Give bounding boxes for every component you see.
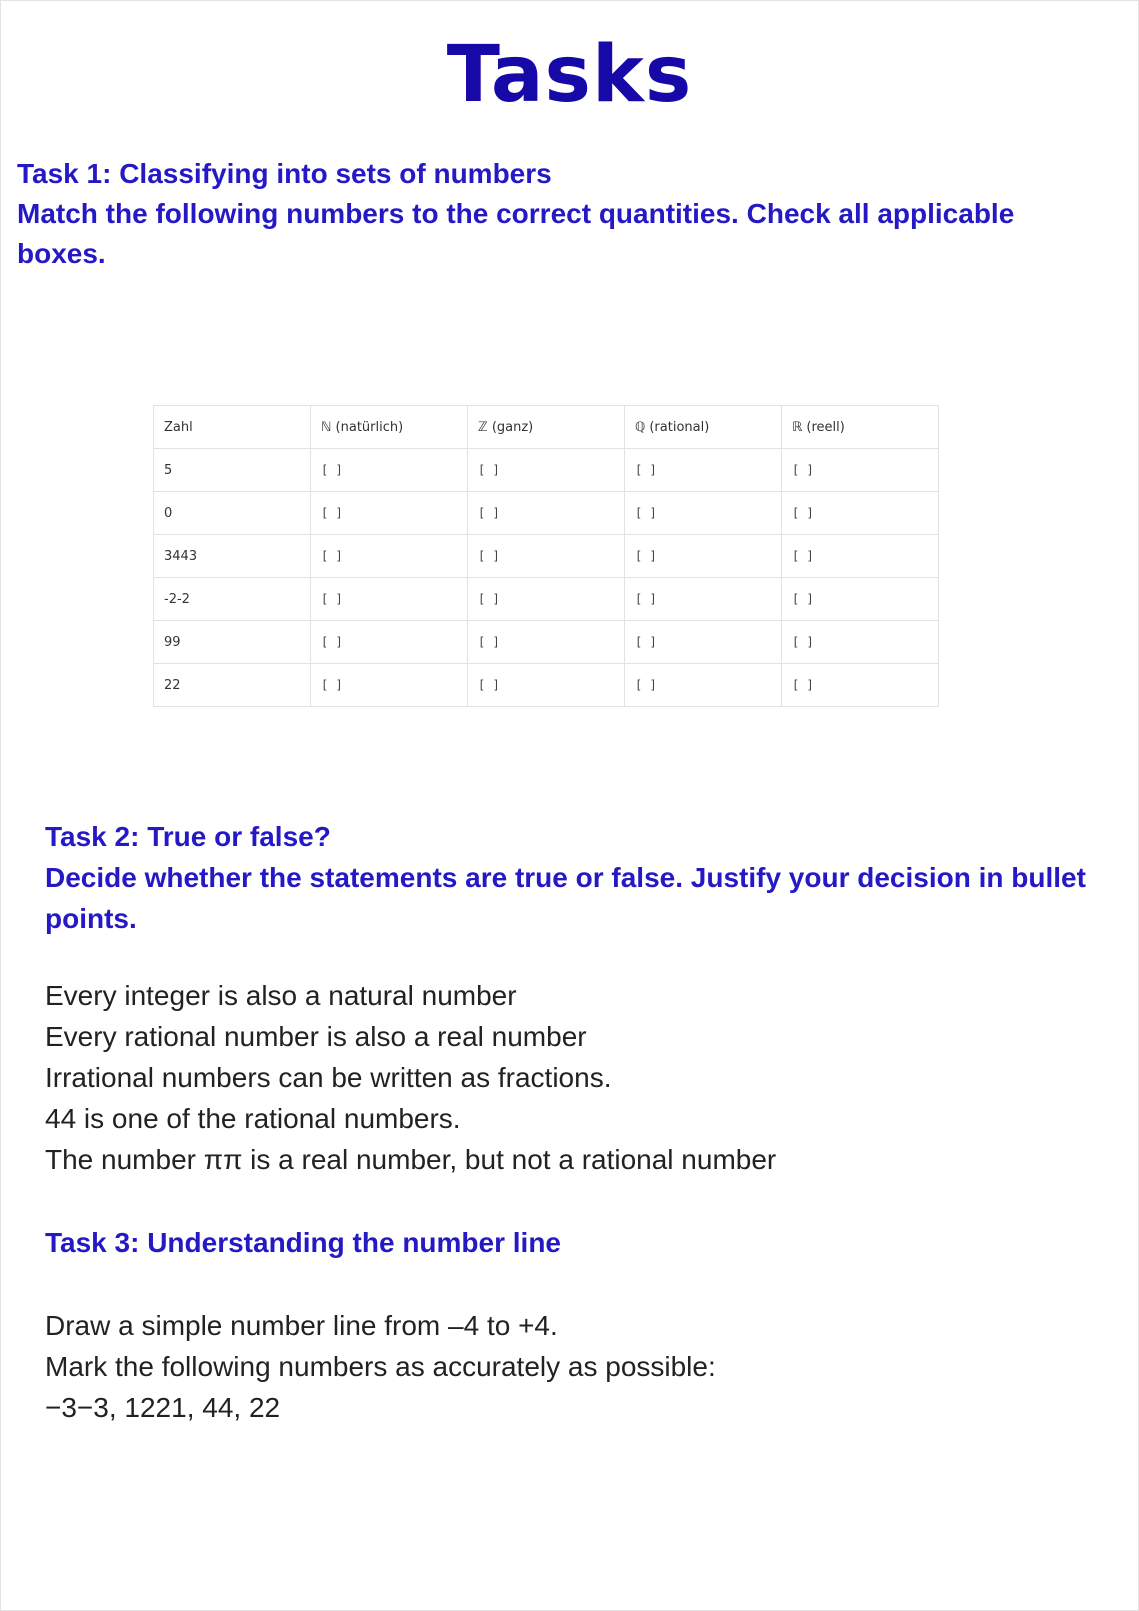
checkbox-real[interactable]: [ ] (792, 591, 814, 606)
task1-instruction-line1: Match the following numbers to the correct quantities. Check all applicable (17, 198, 1015, 229)
header-zahl: Zahl (154, 406, 311, 449)
row-number: 22 (154, 664, 311, 707)
number-sets-table (153, 405, 939, 707)
checkbox-integer[interactable]: [ ] (478, 677, 500, 692)
checkbox-real[interactable]: [ ] (792, 505, 814, 520)
statement-item: 44 is one of the rational numbers. (45, 1103, 461, 1134)
row-number: 0 (154, 492, 311, 535)
checkbox-rational[interactable]: [ ] (635, 677, 657, 692)
header-natural: ℕ (natürlich) (311, 406, 468, 449)
checkbox-integer[interactable]: [ ] (478, 548, 500, 563)
checkbox-real[interactable]: [ ] (792, 677, 814, 692)
checkbox-rational[interactable]: [ ] (635, 505, 657, 520)
table-row (154, 578, 939, 621)
row-number: 3443 (154, 535, 311, 578)
header-rational: ℚ (rational) (625, 406, 782, 449)
task2-heading: Task 2: True or false? (45, 821, 331, 852)
header-real: ℝ (reell) (782, 406, 939, 449)
task3-heading: Task 3: Understanding the number line (45, 1227, 562, 1258)
task1-heading: Task 1: Classifying into sets of numbers (17, 158, 552, 189)
row-number: -2-2 (154, 578, 311, 621)
task3-line: Draw a simple number line from –4 to +4. (45, 1310, 558, 1341)
table-header-row (154, 406, 939, 449)
checkbox-rational[interactable]: [ ] (635, 591, 657, 606)
statement-item: Every integer is also a natural number (45, 980, 517, 1011)
table-row (154, 535, 939, 578)
task2-section (45, 816, 1125, 939)
task1-instruction-line2: boxes. (17, 238, 106, 269)
task3-line: Mark the following numbers as accurately as possible: (45, 1351, 716, 1382)
checkbox-natural[interactable]: [ ] (321, 505, 343, 520)
checkbox-real[interactable]: [ ] (792, 548, 814, 563)
row-number: 99 (154, 621, 311, 664)
row-number: 5 (154, 449, 311, 492)
table-row (154, 492, 939, 535)
statement-list (45, 975, 1105, 1180)
table-row (154, 449, 939, 492)
task1-section (17, 154, 1117, 274)
checkbox-natural[interactable]: [ ] (321, 591, 343, 606)
checkbox-rational[interactable]: [ ] (635, 634, 657, 649)
checkbox-integer[interactable]: [ ] (478, 634, 500, 649)
task2-instruction: Decide whether the statements are true or false. Justify your decision in bullet points. (45, 862, 1086, 934)
checkbox-natural[interactable]: [ ] (321, 634, 343, 649)
page-title: Tasks (446, 30, 693, 120)
checkbox-natural[interactable]: [ ] (321, 462, 343, 477)
table-row (154, 621, 939, 664)
checkbox-integer[interactable]: [ ] (478, 462, 500, 477)
statement-item: The number ππ is a real number, but not a rational number (45, 1144, 777, 1175)
checkbox-integer[interactable]: [ ] (478, 505, 500, 520)
checkbox-rational[interactable]: [ ] (635, 548, 657, 563)
task3-line: −3−3, 1221, 44, 22 (45, 1392, 281, 1423)
checkbox-real[interactable]: [ ] (792, 634, 814, 649)
checkbox-rational[interactable]: [ ] (635, 462, 657, 477)
task3-body (45, 1305, 716, 1428)
checkbox-integer[interactable]: [ ] (478, 591, 500, 606)
statement-item: Irrational numbers can be written as fractions. (45, 1062, 612, 1093)
checkbox-natural[interactable]: [ ] (321, 677, 343, 692)
header-integer: ℤ (ganz) (468, 406, 625, 449)
statement-item: Every rational number is also a real number (45, 1021, 587, 1052)
checkbox-real[interactable]: [ ] (792, 462, 814, 477)
table-row (154, 664, 939, 707)
checkbox-natural[interactable]: [ ] (321, 548, 343, 563)
